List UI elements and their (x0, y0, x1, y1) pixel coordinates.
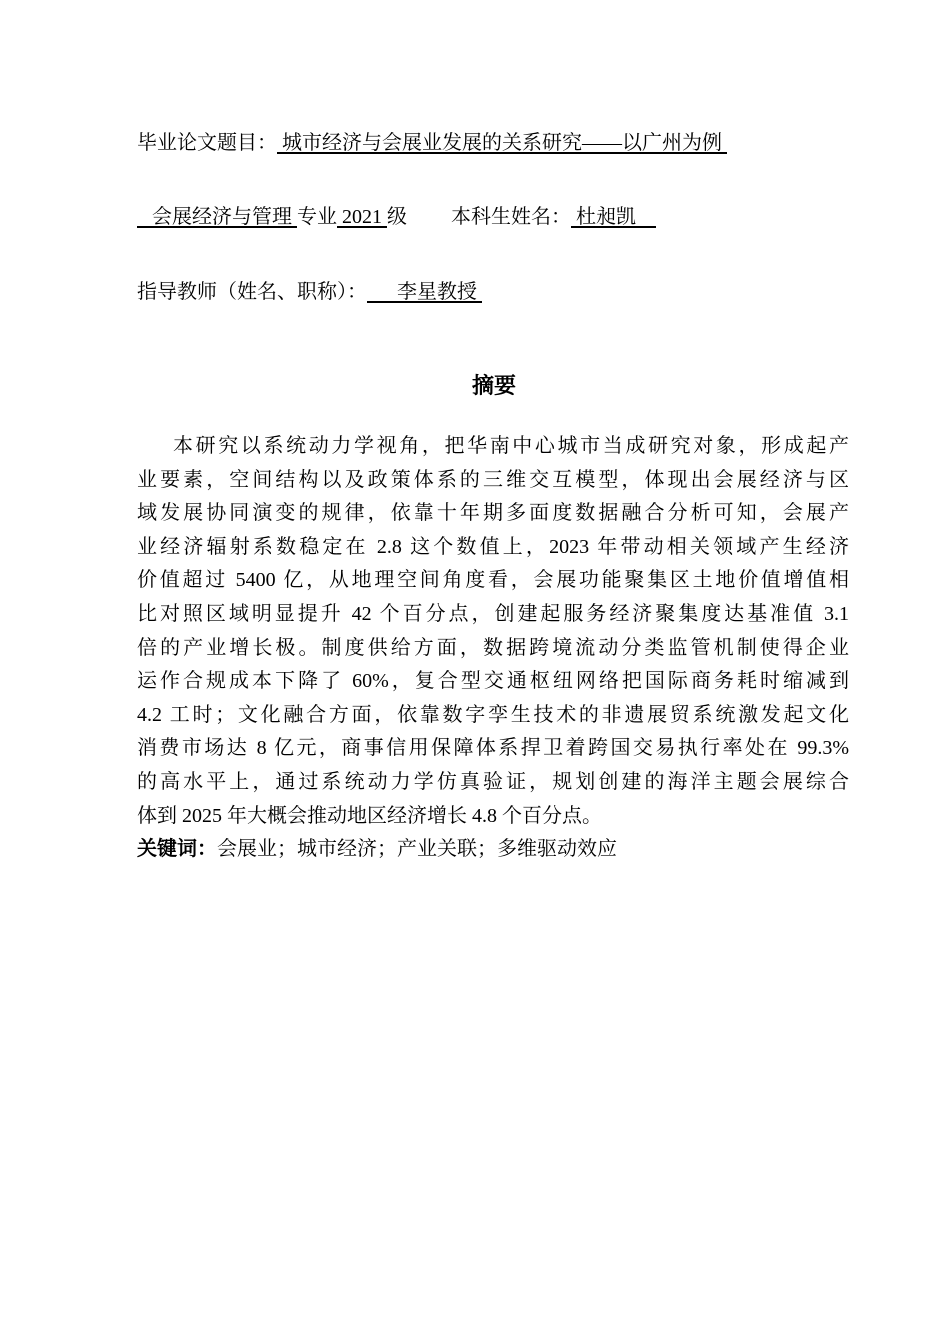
keywords-label: 关键词： (137, 838, 217, 861)
abstract-line: 业经济辐射系数稳定在 2.8 这个数值上，2023 年带动相关领域产生经济 (137, 535, 849, 558)
abstract-line: 消费市场达 8 亿元，商事信用保障体系捍卫着跨国交易执行率处在 99.3% (137, 737, 849, 760)
abstract-title: 摘要 (471, 373, 516, 398)
abstract-line: 4.2 工时；文化融合方面，依靠数字孪生技术的非遗展贸系统激发起文化 (137, 703, 849, 726)
abstract-line: 价值超过 5400 亿，从地理空间角度看，会展功能聚集区土地价值增值相 (137, 569, 849, 592)
abstract-line: 业要素，空间结构以及政策体系的三维交互模型，体现出会展经济与区 (137, 468, 849, 491)
grade-label: 级 (387, 206, 407, 228)
major-value: 会展经济与管理 (137, 206, 297, 228)
abstract-line: 倍的产业增长极。制度供给方面，数据跨境流动分类监管机制使得企业 (137, 636, 849, 659)
advisor-label: 指导教师（姓名、职称）： (137, 281, 367, 303)
grade-value: 2021 (337, 206, 387, 228)
abstract-line: 本研究以系统动力学视角，把华南中心城市当成研究对象，形成起产 (173, 435, 849, 457)
abstract-line: 的高水平上，通过系统动力学仿真验证，规划创建的海洋主题会展综合 (137, 770, 849, 793)
keywords-line (137, 833, 849, 867)
advisor-line (137, 280, 482, 304)
thesis-title-label: 毕业论文题目： (137, 132, 277, 154)
abstract-body (137, 430, 849, 867)
student-name-value: 杜昶凯 (571, 206, 656, 228)
advisor-value: 李星教授 (367, 281, 482, 303)
major-label: 专业 (297, 206, 337, 228)
abstract-line: 体到 2025 年大概会推动地区经济增长 4.8 个百分点。 (137, 804, 602, 827)
thesis-title-line (137, 131, 727, 155)
thesis-title-value: 城市经济与会展业发展的关系研究——以广州为例 (277, 132, 727, 154)
abstract-line: 运作合规成本下降了 60%，复合型交通枢纽网络把国际商务耗时缩减到 (137, 670, 849, 693)
student-name-label: 本科生姓名： (451, 206, 571, 228)
abstract-line: 比对照区域明显提升 42 个百分点，创建起服务经济聚集度达基准值 3.1 (137, 602, 849, 625)
keywords-value: 会展业；城市经济；产业关联；多维驱动效应 (217, 838, 617, 861)
abstract-line: 域发展协同演变的规律，依靠十年期多面度数据融合分析可知，会展产 (137, 502, 849, 525)
major-student-line (137, 205, 656, 229)
